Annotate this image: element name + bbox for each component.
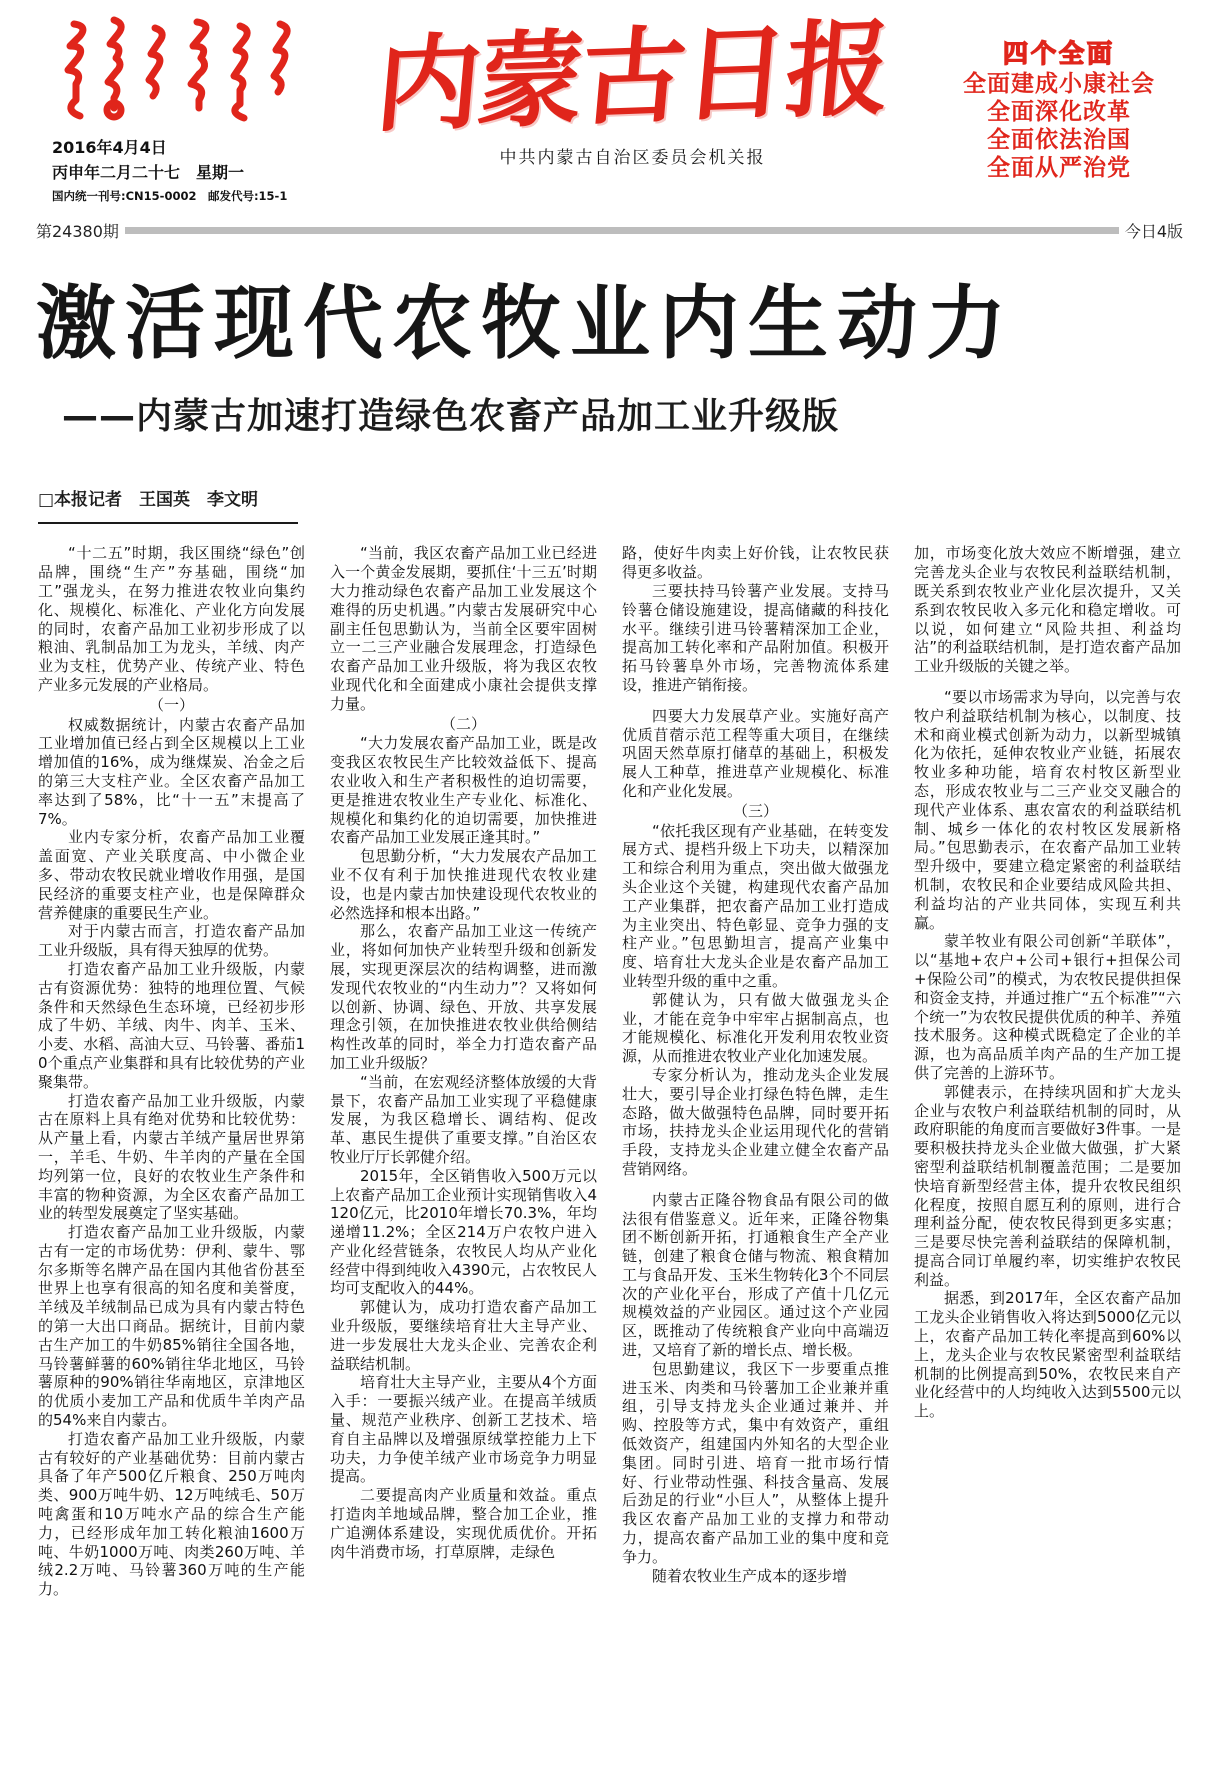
subheadline: ——内蒙古加速打造绿色农畜产品加工业升级版 bbox=[62, 396, 840, 438]
article-paragraph: “当前，我区农畜产品加工业已经进入一个黄金发展期，要抓住‘十三五’时期大力推动绿色农畜产品加工业发展这个难得的历史机遇。”内蒙古发展研究中心副主任包思勤认为，当前全区要牢固树立一二三产业融合发展理念，打造绿色农畜产品加工业升级版，将为我区农牧业现代化和全面建成小康社会提供支撑力量。 bbox=[330, 544, 597, 713]
article-paragraph: 打造农畜产品加工业升级版，内蒙古有资源优势：独特的地理位置、气候条件和天然绿色生态环境，已经初步形成了牛奶、羊绒、肉牛、肉羊、玉米、小麦、水稻、高油大豆、马铃薯、番茄10个重点产业集群和具有比较优势的产业聚集带。 bbox=[38, 959, 305, 1091]
masthead bbox=[0, 0, 1219, 205]
pages-today: 今日4版 bbox=[1124, 222, 1183, 242]
article-paragraph: 内蒙古正隆谷物食品有限公司的做法很有借鉴意义。近年来，正隆谷物集团不断创新开拓，打通粮食生产全产业链，创建了粮食仓储与物流、粮食精加工与食品开发、玉米生物转化3个不同层次的产业化平台，形成了产值十几亿元规模效益的产业园区。通过这个产业园区，既推动了传统粮食产业向中高端迈进，又培育了新的增长点、增长极。 bbox=[622, 1190, 889, 1360]
article-paragraph: “要以市场需求为导向，以完善与农牧户利益联结机制为核心，以制度、技术和商业模式创新为动力，以新型城镇化为依托，延伸农牧业产业链，拓展农牧业多种功能，培育农村牧区新型业态，形成农牧业与二三产业交叉融合的现代产业体系、惠农富农的利益联结机制、城乡一体化的农村牧区发展新格局。”包思勤表示，在农畜产品加工业转型升级中，要建立稳定紧密的利益联结机制，农牧民和企业要结成风险共担、利益均沾的产业共同体，实现互利共赢。 bbox=[914, 687, 1181, 932]
slogan-line: 全面深化改革 bbox=[987, 99, 1131, 125]
issue-number: 第24380期 bbox=[36, 222, 119, 242]
slogan-line: 全面依法治国 bbox=[987, 127, 1131, 153]
article-paragraph: 打造农畜产品加工业升级版，内蒙古有较好的产业基础优势：目前内蒙古具备了年产500亿斤粮食、250万吨肉类、900万吨牛奶、12万吨绒毛、50万吨禽蛋和10万吨水产品的综合生产能力，已经形成年加工转化粮油1600万吨、牛奶1000万吨、肉类260万吨、羊绒2.2万吨、马铃薯360万吨的生产能力。 bbox=[38, 1429, 305, 1599]
slogan-block bbox=[933, 14, 1185, 182]
byline: □本报记者 王国英 李文明 bbox=[38, 485, 298, 524]
section-heading: （三） bbox=[732, 801, 778, 820]
paper-title: 内蒙古日报 bbox=[371, 7, 894, 147]
section-heading: （一） bbox=[148, 695, 194, 714]
article-paragraph: 加，市场变化放大效应不断增强，建立完善龙头企业与农牧民利益联结机制，既关系到农牧业产业化层次提升，又关系到农牧民收入多元化和稳定增收。可以说，如何建立“风险共担、利益均沾”的利益联结机制，是打造农畜产品加工业升级版的关键之举。 bbox=[914, 544, 1181, 676]
article-paragraph: 2015年，全区销售收入500万元以上农畜产品加工企业预计实现销售收入4120亿元，比2010年增长70.3%，年均递增11.2%；全区214万户农牧户进入产业化经营链条，农牧民人均从产业化经营中得到纯收入4390元，占农牧民人均可支配收入的44%。 bbox=[330, 1166, 597, 1298]
date-block bbox=[52, 136, 332, 205]
article-paragraph: 打造农畜产品加工业升级版，内蒙古在原料上具有绝对优势和比较优势：从产量上看，内蒙古羊绒产量居世界第一，羊毛、牛奶、牛羊肉的产量在全国均列第一位，良好的农牧业生产条件和丰富的物种资源，为全区农畜产品加工业的转型发展奠定了坚实基础。 bbox=[38, 1091, 305, 1223]
article-paragraph: 蒙羊牧业有限公司创新“羊联体”，以“基地+农户+公司+银行+担保公司+保险公司”的模式，为农牧民提供担保和资金支持，并通过推广“五个标准”“六个统一”为农牧民提供优质的种羊、养殖技术服务。这种模式既稳定了企业的羊源，也为高品质羊肉产品的生产加工提供了完善的上游环节。 bbox=[914, 932, 1181, 1082]
article-paragraph: 郭健表示，在持续巩固和扩大龙头企业与农牧户利益联结机制的同时，从政府职能的角度而言要做好3件事。一是要积极扶持龙头企业做大做强，扩大紧密型利益联结机制覆盖范围；二是要加快培育新型经营主体，提升农牧民组织化程度，按照自愿互利的原则，进行合理利益分配，使农牧民得到更多实惠；三是要尽快完善利益联结的保障机制，提高合同订单履约率，切实维护农牧民利益。 bbox=[914, 1082, 1181, 1289]
slogan-title: 四个全面 bbox=[1002, 39, 1115, 68]
organ-line: 中共内蒙古自治区委员会机关报 bbox=[499, 147, 766, 168]
article-paragraph: “十二五”时期，我区围绕“绿色”创品牌，围绕“生产”夯基础，围绕“加工”强龙头，在努力推进农牧业向集约化、规模化、标准化、产业化方向发展的同时，农畜产品加工业初步形成了以粮油、乳制品加工为龙头，羊绒、肉产业为支柱，优势产业、传统产业、特色产业多元发展的产业格局。 bbox=[38, 544, 305, 694]
article-column-1 bbox=[38, 544, 305, 1599]
publication-codes: 国内统一刊号:CN15-0002 邮发代号:15-1 bbox=[52, 188, 288, 203]
masthead-center bbox=[332, 7, 933, 168]
article-column-2 bbox=[330, 544, 597, 1599]
article-paragraph: “当前，在宏观经济整体放缓的大背景下，农畜产品加工业实现了平稳健康发展，为我区稳增长、调结构、促改革、惠民生提供了重要支撑。”自治区农牧业厅厅长郭健介绍。 bbox=[330, 1072, 597, 1166]
article-paragraph: “大力发展农畜产品加工业，既是改变我区农牧民生产比较效益低下、提高农业收入和生产者积极性的迫切需要，更是推进农牧业生产专业化、标准化、规模化和集约化的迫切需要，加快推进农畜产品加工业发展正逢其时。” bbox=[330, 734, 597, 847]
slogan-line: 全面建成小康社会 bbox=[963, 71, 1155, 97]
mongolian-script-logo bbox=[52, 14, 302, 126]
article-column-3 bbox=[622, 544, 889, 1599]
article-paragraph: 包思勤分析，“大力发展农产品加工业不仅有利于加快推进现代农牧业建设，也是内蒙古加快建设现代农牧业的必然选择和根本出路。” bbox=[330, 847, 597, 922]
article-paragraph: 四要大力发展草产业。实施好高产优质苜蓿示范工程等重大项目，在继续巩固天然草原打储草的基础上，积极发展人工种草，推进草产业规模化、标准化和产业化发展。 bbox=[622, 706, 889, 800]
article-paragraph: 打造农畜产品加工业升级版，内蒙古有一定的市场优势：伊利、蒙牛、鄂尔多斯等名牌产品在国内其他省份甚至世界上也享有很高的知名度和美誉度，羊绒及羊绒制品已成为具有内蒙古特色的第一大出口商品。据统计，目前内蒙古生产加工的牛奶85%销往全国各地，马铃薯鲜薯的60%销往华北地区，马铃薯原种的90%销往华南地区，京津地区的优质小麦加工产品和优质牛羊肉产品的54%来自内蒙古。 bbox=[38, 1223, 305, 1430]
front-page-article bbox=[0, 277, 1219, 1599]
article-paragraph: “依托我区现有产业基础，在转变发展方式、提档升级上下功夫，以精深加工和综合利用为重点，突出做大做强龙头企业这个关键，构建现代农畜产品加工产业集群，把农畜产品加工业打造成为主业突出、特色彰显、竞争力强的支柱产业。”包思勤坦言，提高产业集中度、培育壮大龙头企业是农畜产品加工业转型升级的重中之重。 bbox=[622, 821, 889, 990]
article-paragraph: 据悉，到2017年，全区农畜产品加工龙头企业销售收入将达到5000亿元以上，农畜产品加工转化率提高到60%以上，龙头企业与农牧民紧密型利益联结机制的比例提高到50%，农牧民来自产业化经营中的人均纯收入达到5500元以上。 bbox=[914, 1289, 1181, 1421]
article-body bbox=[0, 524, 1219, 1599]
article-paragraph: 培育壮大主导产业，主要从4个方面入手：一要振兴绒产业。在提高羊绒质量、规范产业秩序、创新工艺技术、培育自主品牌以及增强原绒掌控能力上下功夫，力争使羊绒产业市场竞争力明显提高。 bbox=[330, 1373, 597, 1486]
article-paragraph: 那么，农畜产品加工业这一传统产业，将如何加快产业转型升级和创新发展，实现更深层次的结构调整，进而激发现代农牧业的“内生动力”？又将如何以创新、协调、绿色、开放、共享发展理念引领，在加快推进农牧业供给侧结构性改革的同时，举全力打造农畜产品加工业升级版？ bbox=[330, 922, 597, 1072]
article-paragraph: 业内专家分析，农畜产品加工业覆盖面宽、产业关联度高、中小微企业多、带动农牧民就业增收作用强，是国民经济的重要支柱产业，也是保障群众营养健康的重要民生产业。 bbox=[38, 828, 305, 922]
article-paragraph: 权威数据统计，内蒙古农畜产品加工业增加值已经占到全区规模以上工业增加值的16%，成为继煤炭、冶金之后的第三大支柱产业。全区农畜产品加工率达到了58%，比“十一五”末提高了7%。 bbox=[38, 715, 305, 828]
article-paragraph: 随着农牧业生产成本的逐步增 bbox=[652, 1566, 848, 1585]
divider-bar bbox=[125, 227, 1119, 234]
issue-bar bbox=[36, 219, 1183, 242]
date-lunar: 丙申年二月二十七 星期一 bbox=[52, 162, 245, 182]
headline: 激活现代农牧业内生动力 bbox=[36, 277, 1015, 371]
article-column-4 bbox=[914, 544, 1181, 1599]
article-paragraph: 郭健认为，只有做大做强龙头企业，才能在竞争中牢牢占据制高点，也才能规模化、标准化开发利用农牧业资源，从而推进农牧业产业化加速发展。 bbox=[622, 990, 889, 1066]
article-paragraph: 专家分析认为，推动龙头企业发展壮大，要引导企业打绿色特色牌，走生态路，做大做强特色品牌，同时要开拓市场，扶持龙头企业运用现代化的营销手段，支持龙头企业建立健全农畜产品营销网络。 bbox=[622, 1065, 889, 1178]
date-gregorian: 2016年4月4日 bbox=[52, 138, 167, 157]
slogan-line: 全面从严治党 bbox=[987, 155, 1131, 181]
article-paragraph: 对于内蒙古而言，打造农畜产品加工业升级版，具有得天独厚的优势。 bbox=[38, 922, 305, 960]
article-paragraph: 郭健认为，成功打造农畜产品加工业升级版，要继续培育壮大主导产业、进一步发展壮大龙头企业、完善农企利益联结机制。 bbox=[330, 1298, 597, 1373]
article-paragraph: 包思勤建议，我区下一步要重点推进玉米、肉类和马铃薯加工企业兼并重组，引导支持龙头企业通过兼并、并购、控股等方式，集中有效资产，重组低效资产，组建国内外知名的大型企业集团。同时引进、培育一批市场行情好、行业带动性强、科技含量高、发展后劲足的行业“小巨人”，从整体上提升我区农畜产品加工业的支撑力和带动力，提高农畜产品加工业的集中度和竞争力。 bbox=[622, 1359, 889, 1566]
masthead-left bbox=[52, 14, 332, 205]
article-paragraph: 路，使好牛肉卖上好价钱，让农牧民获得更多收益。 bbox=[622, 544, 889, 582]
section-heading: （二） bbox=[440, 714, 486, 733]
article-paragraph: 三要扶持马铃薯产业发展。支持马铃薯仓储设施建设，提高储藏的科技化水平。继续引进马铃薯精深加工企业，提高加工转化率和产品附加值。积极开拓马铃薯阜外市场，完善物流体系建设，推进产销衔接。 bbox=[622, 582, 889, 694]
article-paragraph: 二要提高肉产业质量和效益。重点打造肉羊地域品牌，整合加工企业，推广追溯体系建设，实现优质优价。开拓肉牛消费市场，打草原牌，走绿色 bbox=[330, 1486, 597, 1561]
